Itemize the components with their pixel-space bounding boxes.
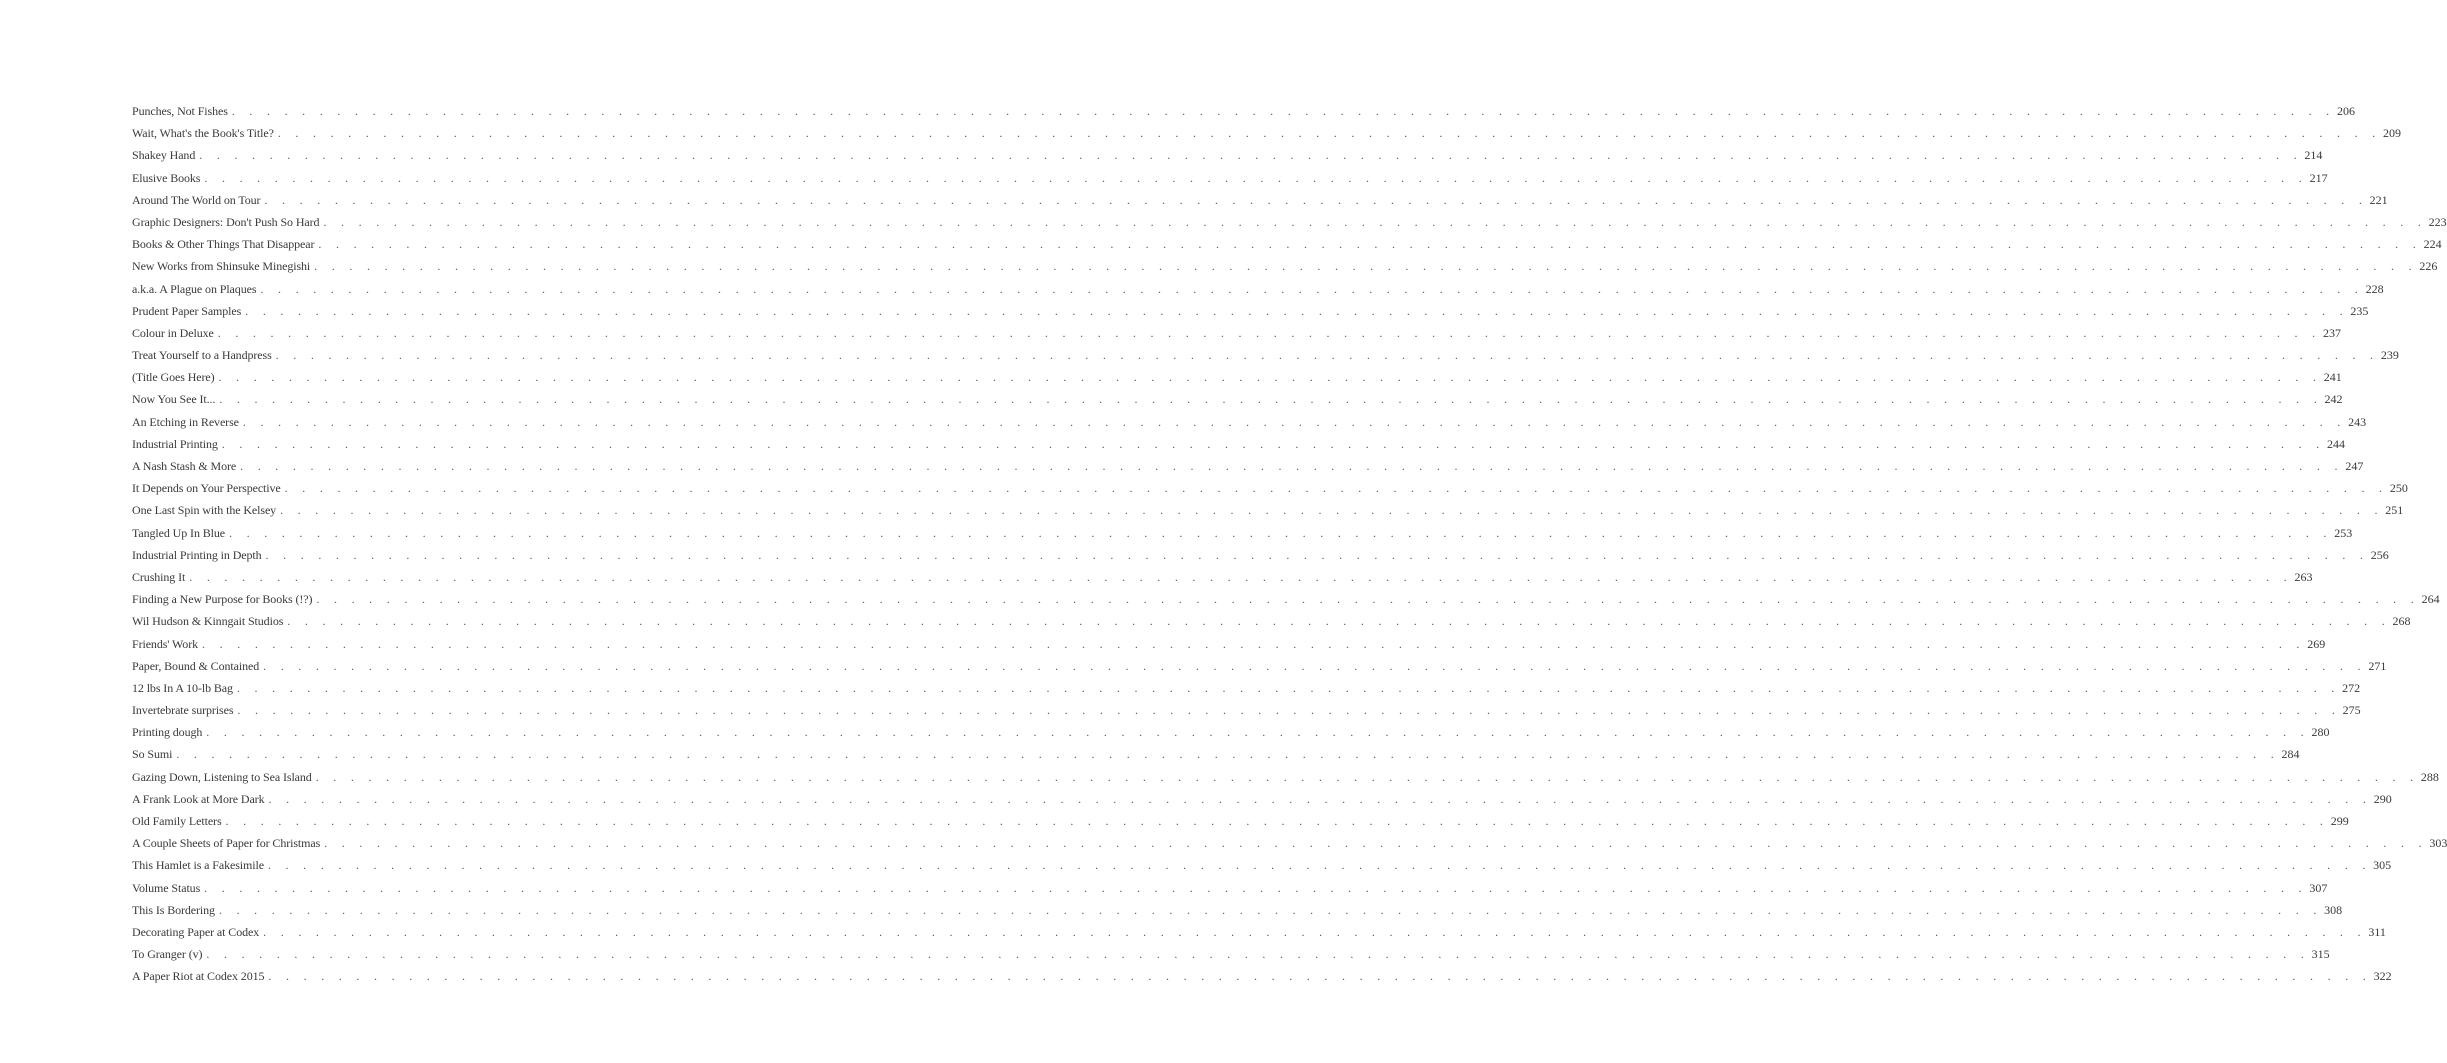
toc-entry-page-number: 275 xyxy=(2342,703,2361,718)
toc-entry-page-number: 315 xyxy=(2311,947,2330,962)
toc-entry-title: Paper, Bound & Contained xyxy=(132,658,260,673)
dot-leader: . . . . . . . . . . . . . . . . . . . . . . . . . . . . . . . . . . . . . . . . . . . . . . . . . . . . . . . . . . . . . . . . . . . . . . . . . . . . . . . . . . . . . . . . . . . . . . . . . . . . . . . . . . . . . . . . . . . . . . . . xyxy=(263,924,2367,939)
dot-leader: . . . . . . . . . . . . . . . . . . . . . . . . . . . . . . . . . . . . . . . . . . . . . . . . . . . . . . . . . . . . . . . . . . . . . . . . . . . . . . . . . . . . . . . . . . . . . . . . . . . . . . . . . . . . . . . . . . . . . . . . xyxy=(229,525,2333,540)
toc-entry[interactable] xyxy=(132,455,2364,477)
dot-leader: . . . . . . . . . . . . . . . . . . . . . . . . . . . . . . . . . . . . . . . . . . . . . . . . . . . . . . . . . . . . . . . . . . . . . . . . . . . . . . . . . . . . . . . . . . . . . . . . . . . . . . . . . . . . . . . . . . . . . . . . xyxy=(268,969,2372,984)
toc-entry-page-number: 264 xyxy=(2421,592,2440,607)
toc-entry-title: Crushing It xyxy=(132,569,186,584)
toc-entry-title: A Paper Riot at Codex 2015 xyxy=(132,969,265,984)
toc-entry-page-number: 237 xyxy=(2322,325,2341,340)
dot-leader: . . . . . . . . . . . . . . . . . . . . . . . . . . . . . . . . . . . . . . . . . . . . . . . . . . . . . . . . . . . . . . . . . . . . . . . . . . . . . . . . . . . . . . . . . . . . . . . . . . . . . . . . . . . . . . . . . . . . . . . . xyxy=(206,725,2310,740)
toc-entry[interactable] xyxy=(132,211,2447,233)
toc-entry-page-number: 226 xyxy=(2419,259,2438,274)
toc-entry-title: Colour in Deluxe xyxy=(132,325,214,340)
toc-entry[interactable] xyxy=(132,388,2343,410)
toc-entry-page-number: 242 xyxy=(2324,392,2343,407)
toc-entry-title: Finding a New Purpose for Books (!?) xyxy=(132,592,313,607)
dot-leader: . . . . . . . . . . . . . . . . . . . . . . . . . . . . . . . . . . . . . . . . . . . . . . . . . . . . . . . . . . . . . . . . . . . . . . . . . . . . . . . . . . . . . . . . . . . . . . . . . . . . . . . . . . . . . . . . . . . . . . . . xyxy=(219,392,2323,407)
dot-leader: . . . . . . . . . . . . . . . . . . . . . . . . . . . . . . . . . . . . . . . . . . . . . . . . . . . . . . . . . . . . . . . . . . . . . . . . . . . . . . . . . . . . . . . . . . . . . . . . . . . . . . . . . . . . . . . . . . . . . . . . xyxy=(176,747,2280,762)
toc-entry-page-number: 290 xyxy=(2373,791,2392,806)
toc-entry-page-number: 247 xyxy=(2345,459,2364,473)
toc-entry-title: Invertebrate surprises xyxy=(132,703,234,718)
toc-entry[interactable] xyxy=(132,655,2387,677)
toc-entry[interactable] xyxy=(132,144,2323,166)
toc-entry-title: A Nash Stash & More xyxy=(132,459,237,473)
dot-leader: . . . . . . . . . . . . . . . . . . . . . . . . . . . . . . . . . . . . . . . . . . . . . . . . . . . . . . . . . . . . . . . . . . . . . . . . . . . . . . . . . . . . . . . . . . . . . . . . . . . . . . . . . . . . . . . . . . . . . . . . xyxy=(284,481,2388,496)
dot-leader: . . . . . . . . . . . . . . . . . . . . . . . . . . . . . . . . . . . . . . . . . . . . . . . . . . . . . . . . . . . . . . . . . . . . . . . . . . . . . . . . . . . . . . . . . . . . . . . . . . . . . . . . . . . . . . . . . . . . . . . . xyxy=(189,569,2293,584)
dot-leader: . . . . . . . . . . . . . . . . . . . . . . . . . . . . . . . . . . . . . . . . . . . . . . . . . . . . . . . . . . . . . . . . . . . . . . . . . . . . . . . . . . . . . . . . . . . . . . . . . . . . . . . . . . . . . . . . . . . . . . . . xyxy=(260,281,2364,296)
dot-leader: . . . . . . . . . . . . . . . . . . . . . . . . . . . . . . . . . . . . . . . . . . . . . . . . . . . . . . . . . . . . . . . . . . . . . . . . . . . . . . . . . . . . . . . . . . . . . . . . . . . . . . . . . . . . . . . . . . . . . . . . xyxy=(323,214,2427,229)
toc-entry-title: Wil Hudson & Kinngait Studios xyxy=(132,614,284,629)
toc-entry-title: Now You See It... xyxy=(132,392,216,407)
toc-entry-page-number: 214 xyxy=(2304,148,2323,163)
toc-entry-page-number: 271 xyxy=(2368,658,2387,673)
toc-entry-page-number: 228 xyxy=(2365,281,2384,296)
toc-entry-page-number: 305 xyxy=(2373,858,2392,873)
dot-leader: . . . . . . . . . . . . . . . . . . . . . . . . . . . . . . . . . . . . . . . . . . . . . . . . . . . . . . . . . . . . . . . . . . . . . . . . . . . . . . . . . . . . . . . . . . . . . . . . . . . . . . . . . . . . . . . . . . . . . . . . xyxy=(318,237,2422,252)
toc-entry[interactable] xyxy=(132,921,2386,943)
toc-entry-title: New Works from Shinsuke Minegishi xyxy=(132,259,311,274)
toc-entry[interactable] xyxy=(132,344,2399,366)
toc-entry-title: An Etching in Reverse xyxy=(132,414,239,429)
toc-entry[interactable] xyxy=(132,522,2353,544)
dot-leader: . . . . . . . . . . . . . . . . . . . . . . . . . . . . . . . . . . . . . . . . . . . . . . . . . . . . . . . . . . . . . . . . . . . . . . . . . . . . . . . . . . . . . . . . . . . . . . . . . . . . . . . . . . . . . . . . . . . . . . . . xyxy=(221,436,2325,451)
toc-entry-title: Prudent Paper Samples xyxy=(132,303,242,318)
dot-leader: . . . . . . . . . . . . . . . . . . . . . . . . . . . . . . . . . . . . . . . . . . . . . . . . . . . . . . . . . . . . . . . . . . . . . . . . . . . . . . . . . . . . . . . . . . . . . . . . . . . . . . . . . . . . . . . . . . . . . . . . xyxy=(225,814,2329,828)
toc-entry[interactable] xyxy=(132,832,2447,854)
toc-entry[interactable] xyxy=(132,743,2300,765)
toc-entry-title: Industrial Printing xyxy=(132,436,218,451)
toc-entry-title: Shakey Hand xyxy=(132,148,196,163)
dot-leader: . . . . . . . . . . . . . . . . . . . . . . . . . . . . . . . . . . . . . . . . . . . . . . . . . . . . . . . . . . . . . . . . . . . . . . . . . . . . . . . . . . . . . . . . . . . . . . . . . . . . . . . . . . . . . . . . . . . . . . . . xyxy=(218,370,2322,385)
toc-entry-title: It Depends on Your Perspective xyxy=(132,481,281,496)
toc-entry-title: Gazing Down, Listening to Sea Island xyxy=(132,769,312,784)
toc-entry-page-number: 303 xyxy=(2429,836,2447,851)
toc-entry-page-number: 311 xyxy=(2368,924,2386,939)
toc-entry[interactable] xyxy=(132,278,2384,300)
toc-entry[interactable] xyxy=(132,965,2392,987)
toc-entry[interactable] xyxy=(132,854,2392,876)
toc-entry-page-number: 288 xyxy=(2420,769,2439,784)
dot-leader: . . . . . . . . . . . . . . . . . . . . . . . . . . . . . . . . . . . . . . . . . . . . . . . . . . . . . . . . . . . . . . . . . . . . . . . . . . . . . . . . . . . . . . . . . . . . . . . . . . . . . . . . . . . . . . . . . . . . . . . . xyxy=(264,192,2368,207)
toc-entry[interactable] xyxy=(132,167,2328,189)
toc-entry[interactable] xyxy=(132,566,2313,588)
toc-entry-page-number: 244 xyxy=(2326,436,2345,451)
toc-entry-title: Treat Yourself to a Handpress xyxy=(132,348,272,363)
toc-entry-page-number: 263 xyxy=(2294,569,2313,584)
toc-entry[interactable] xyxy=(132,633,2326,655)
dot-leader: . . . . . . . . . . . . . . . . . . . . . . . . . . . . . . . . . . . . . . . . . . . . . . . . . . . . . . . . . . . . . . . . . . . . . . . . . . . . . . . . . . . . . . . . . . . . . . . . . . . . . . . . . . . . . . . . . . . . . . . . xyxy=(218,902,2323,917)
toc-entry-title: Old Family Letters xyxy=(132,814,222,828)
toc-entry-title: Friends' Work xyxy=(132,636,199,651)
toc-entry-page-number: 299 xyxy=(2330,814,2349,828)
toc-entry[interactable] xyxy=(132,300,2369,322)
dot-leader: . . . . . . . . . . . . . . . . . . . . . . . . . . . . . . . . . . . . . . . . . . . . . . . . . . . . . . . . . . . . . . . . . . . . . . . . . . . . . . . . . . . . . . . . . . . . . . . . . . . . . . . . . . . . . . . . . . . . . . . . xyxy=(277,126,2382,141)
dot-leader: . . . . . . . . . . . . . . . . . . . . . . . . . . . . . . . . . . . . . . . . . . . . . . . . . . . . . . . . . . . . . . . . . . . . . . . . . . . . . . . . . . . . . . . . . . . . . . . . . . . . . . . . . . . . . . . . . . . . . . . . xyxy=(242,414,2347,429)
toc-entry-title: A Couple Sheets of Paper for Christmas xyxy=(132,836,321,851)
dot-leader: . . . . . . . . . . . . . . . . . . . . . . . . . . . . . . . . . . . . . . . . . . . . . . . . . . . . . . . . . . . . . . . . . . . . . . . . . . . . . . . . . . . . . . . . . . . . . . . . . . . . . . . . . . . . . . . . . . . . . . . . xyxy=(316,592,2420,607)
toc-entry-page-number: 284 xyxy=(2281,747,2300,762)
toc-entry-page-number: 269 xyxy=(2307,636,2326,651)
toc-entry-page-number: 217 xyxy=(2309,170,2328,185)
toc-entry[interactable] xyxy=(132,411,2367,433)
toc-entry-page-number: 209 xyxy=(2383,126,2402,141)
dot-leader: . . . . . . . . . . . . . . . . . . . . . . . . . . . . . . . . . . . . . . . . . . . . . . . . . . . . . . . . . . . . . . . . . . . . . . . . . . . . . . . . . . . . . . . . . . . . . . . . . . . . . . . . . . . . . . . . . . . . . . . . xyxy=(324,836,2428,851)
toc-entry-page-number: 239 xyxy=(2380,348,2399,363)
toc-entry-title: Wait, What's the Book's Title? xyxy=(132,126,274,141)
toc-entry-title: This Is Bordering xyxy=(132,902,215,917)
toc-entry-title: Graphic Designers: Don't Push So Hard xyxy=(132,214,320,229)
dot-leader: . . . . . . . . . . . . . . . . . . . . . . . . . . . . . . . . . . . . . . . . . . . . . . . . . . . . . . . . . . . . . . . . . . . . . . . . . . . . . . . . . . . . . . . . . . . . . . . . . . . . . . . . . . . . . . . . . . . . . . . . xyxy=(268,791,2372,806)
toc-entry[interactable] xyxy=(132,899,2343,921)
toc-entry-title: Industrial Printing in Depth xyxy=(132,547,262,562)
dot-leader: . . . . . . . . . . . . . . . . . . . . . . . . . . . . . . . . . . . . . . . . . . . . . . . . . . . . . . . . . . . . . . . . . . . . . . . . . . . . . . . . . . . . . . . . . . . . . . . . . . . . . . . . . . . . . . . . . . . . . . . . xyxy=(204,170,2308,185)
toc-entry-page-number: 224 xyxy=(2423,237,2442,252)
toc-entry[interactable] xyxy=(132,100,2355,122)
toc-entry[interactable] xyxy=(132,699,2361,721)
toc-entry[interactable] xyxy=(132,499,2404,521)
dot-leader: . . . . . . . . . . . . . . . . . . . . . . . . . . . . . . . . . . . . . . . . . . . . . . . . . . . . . . . . . . . . . . . . . . . . . . . . . . . . . . . . . . . . . . . . . . . . . . . . . . . . . . . . . . . . . . . . . . . . . . . . xyxy=(240,459,2344,473)
toc-entry-page-number: 268 xyxy=(2392,614,2411,629)
toc-entry-title: One Last Spin with the Kelsey xyxy=(132,503,277,518)
toc-entry-page-number: 250 xyxy=(2389,481,2408,496)
toc-entry[interactable] xyxy=(132,943,2330,965)
toc-entry-page-number: 308 xyxy=(2324,902,2343,917)
toc-entry-title: This Hamlet is a Fakesimile xyxy=(132,858,264,873)
dot-leader: . . . . . . . . . . . . . . . . . . . . . . . . . . . . . . . . . . . . . . . . . . . . . . . . . . . . . . . . . . . . . . . . . . . . . . . . . . . . . . . . . . . . . . . . . . . . . . . . . . . . . . . . . . . . . . . . . . . . . . . . xyxy=(204,880,2308,895)
toc-entry-page-number: 221 xyxy=(2369,192,2388,207)
toc-entry-title: Around The World on Tour xyxy=(132,192,261,207)
toc-entry-page-number: 322 xyxy=(2373,969,2392,984)
toc-entry[interactable] xyxy=(132,189,2388,211)
toc-entry[interactable] xyxy=(132,677,2361,699)
toc-entry-page-number: 243 xyxy=(2348,414,2367,429)
toc-entry[interactable] xyxy=(132,122,2402,144)
toc-entry[interactable] xyxy=(132,433,2345,455)
toc-entry[interactable] xyxy=(132,588,2440,610)
toc-entry-page-number: 223 xyxy=(2428,214,2447,229)
toc-entry[interactable] xyxy=(132,766,2439,788)
toc-entry-title: So Sumi xyxy=(132,747,173,762)
toc-entry-page-number: 241 xyxy=(2323,370,2342,385)
toc-entry-title: Printing dough xyxy=(132,725,203,740)
dot-leader: . . . . . . . . . . . . . . . . . . . . . . . . . . . . . . . . . . . . . . . . . . . . . . . . . . . . . . . . . . . . . . . . . . . . . . . . . . . . . . . . . . . . . . . . . . . . . . . . . . . . . . . . . . . . . . . . . . . . . . . . xyxy=(237,703,2341,718)
toc-entry-title: (Title Goes Here) xyxy=(132,370,215,385)
toc-entry[interactable] xyxy=(132,877,2328,899)
dot-leader: . . . . . . . . . . . . . . . . . . . . . . . . . . . . . . . . . . . . . . . . . . . . . . . . . . . . . . . . . . . . . . . . . . . . . . . . . . . . . . . . . . . . . . . . . . . . . . . . . . . . . . . . . . . . . . . . . . . . . . . . xyxy=(265,547,2369,562)
dot-leader: . . . . . . . . . . . . . . . . . . . . . . . . . . . . . . . . . . . . . . . . . . . . . . . . . . . . . . . . . . . . . . . . . . . . . . . . . . . . . . . . . . . . . . . . . . . . . . . . . . . . . . . . . . . . . . . . . . . . . . . . xyxy=(314,259,2418,274)
toc-entry-title: Tangled Up In Blue xyxy=(132,525,226,540)
toc-entry-title: Volume Status xyxy=(132,880,201,895)
toc-entry-page-number: 253 xyxy=(2334,525,2353,540)
toc-entry[interactable] xyxy=(132,233,2442,255)
dot-leader: . . . . . . . . . . . . . . . . . . . . . . . . . . . . . . . . . . . . . . . . . . . . . . . . . . . . . . . . . . . . . . . . . . . . . . . . . . . . . . . . . . . . . . . . . . . . . . . . . . . . . . . . . . . . . . . . . . . . . . . . xyxy=(199,148,2303,163)
toc-entry-title: To Granger (v) xyxy=(132,947,203,962)
toc-entry[interactable] xyxy=(132,322,2341,344)
toc-entry[interactable] xyxy=(132,810,2349,832)
toc-entry[interactable] xyxy=(132,544,2389,566)
dot-leader: . . . . . . . . . . . . . . . . . . . . . . . . . . . . . . . . . . . . . . . . . . . . . . . . . . . . . . . . . . . . . . . . . . . . . . . . . . . . . . . . . . . . . . . . . . . . . . . . . . . . . . . . . . . . . . . . . . . . . . . . xyxy=(263,658,2367,673)
toc-entry-title: Punches, Not Fishes xyxy=(132,104,228,118)
toc-entry[interactable] xyxy=(132,610,2411,632)
toc-entry-title: 12 lbs In A 10-lb Bag xyxy=(132,680,233,695)
toc-entry-title: Elusive Books xyxy=(132,170,201,185)
dot-leader: . . . . . . . . . . . . . . . . . . . . . . . . . . . . . . . . . . . . . . . . . . . . . . . . . . . . . . . . . . . . . . . . . . . . . . . . . . . . . . . . . . . . . . . . . . . . . . . . . . . . . . . . . . . . . . . . . . . . . . . . xyxy=(315,769,2419,784)
dot-leader: . . . . . . . . . . . . . . . . . . . . . . . . . . . . . . . . . . . . . . . . . . . . . . . . . . . . . . . . . . . . . . . . . . . . . . . . . . . . . . . . . . . . . . . . . . . . . . . . . . . . . . . . . . . . . . . . . . . . . . . . xyxy=(245,303,2349,318)
toc-entry-page-number: 272 xyxy=(2342,680,2361,695)
toc-entry-page-number: 280 xyxy=(2311,725,2330,740)
table-of-contents xyxy=(132,100,2447,988)
toc-entry-page-number: 235 xyxy=(2350,303,2369,318)
dot-leader: . . . . . . . . . . . . . . . . . . . . . . . . . . . . . . . . . . . . . . . . . . . . . . . . . . . . . . . . . . . . . . . . . . . . . . . . . . . . . . . . . . . . . . . . . . . . . . . . . . . . . . . . . . . . . . . . . . . . . . . . xyxy=(275,348,2379,363)
dot-leader: . . . . . . . . . . . . . . . . . . . . . . . . . . . . . . . . . . . . . . . . . . . . . . . . . . . . . . . . . . . . . . . . . . . . . . . . . . . . . . . . . . . . . . . . . . . . . . . . . . . . . . . . . . . . . . . . . . . . . . . . xyxy=(287,614,2391,629)
toc-entry[interactable] xyxy=(132,255,2438,277)
toc-entry-page-number: 206 xyxy=(2336,104,2355,118)
dot-leader: . . . . . . . . . . . . . . . . . . . . . . . . . . . . . . . . . . . . . . . . . . . . . . . . . . . . . . . . . . . . . . . . . . . . . . . . . . . . . . . . . . . . . . . . . . . . . . . . . . . . . . . . . . . . . . . . . . . . . . . . xyxy=(206,947,2310,962)
toc-entry-page-number: 256 xyxy=(2370,547,2389,562)
toc-entry-title: Books & Other Things That Disappear xyxy=(132,237,315,252)
toc-entry-page-number: 307 xyxy=(2309,880,2328,895)
toc-entry-title: Decorating Paper at Codex xyxy=(132,924,260,939)
dot-leader: . . . . . . . . . . . . . . . . . . . . . . . . . . . . . . . . . . . . . . . . . . . . . . . . . . . . . . . . . . . . . . . . . . . . . . . . . . . . . . . . . . . . . . . . . . . . . . . . . . . . . . . . . . . . . . . . . . . . . . . . xyxy=(217,325,2321,340)
toc-entry[interactable] xyxy=(132,788,2392,810)
toc-entry-page-number: 251 xyxy=(2385,503,2404,518)
toc-entry-title: A Frank Look at More Dark xyxy=(132,791,265,806)
dot-leader: . . . . . . . . . . . . . . . . . . . . . . . . . . . . . . . . . . . . . . . . . . . . . . . . . . . . . . . . . . . . . . . . . . . . . . . . . . . . . . . . . . . . . . . . . . . . . . . . . . . . . . . . . . . . . . . . . . . . . . . . xyxy=(280,503,2384,518)
dot-leader: . . . . . . . . . . . . . . . . . . . . . . . . . . . . . . . . . . . . . . . . . . . . . . . . . . . . . . . . . . . . . . . . . . . . . . . . . . . . . . . . . . . . . . . . . . . . . . . . . . . . . . . . . . . . . . . . . . . . . . . . xyxy=(231,104,2335,118)
dot-leader: . . . . . . . . . . . . . . . . . . . . . . . . . . . . . . . . . . . . . . . . . . . . . . . . . . . . . . . . . . . . . . . . . . . . . . . . . . . . . . . . . . . . . . . . . . . . . . . . . . . . . . . . . . . . . . . . . . . . . . . . xyxy=(267,858,2372,873)
toc-entry[interactable] xyxy=(132,366,2342,388)
dot-leader: . . . . . . . . . . . . . . . . . . . . . . . . . . . . . . . . . . . . . . . . . . . . . . . . . . . . . . . . . . . . . . . . . . . . . . . . . . . . . . . . . . . . . . . . . . . . . . . . . . . . . . . . . . . . . . . . . . . . . . . . xyxy=(236,680,2341,695)
dot-leader: . . . . . . . . . . . . . . . . . . . . . . . . . . . . . . . . . . . . . . . . . . . . . . . . . . . . . . . . . . . . . . . . . . . . . . . . . . . . . . . . . . . . . . . . . . . . . . . . . . . . . . . . . . . . . . . . . . . . . . . . xyxy=(202,636,2306,651)
toc-entry[interactable] xyxy=(132,477,2408,499)
toc-entry-title: a.k.a. A Plague on Plaques xyxy=(132,281,257,296)
toc-entry[interactable] xyxy=(132,721,2330,743)
